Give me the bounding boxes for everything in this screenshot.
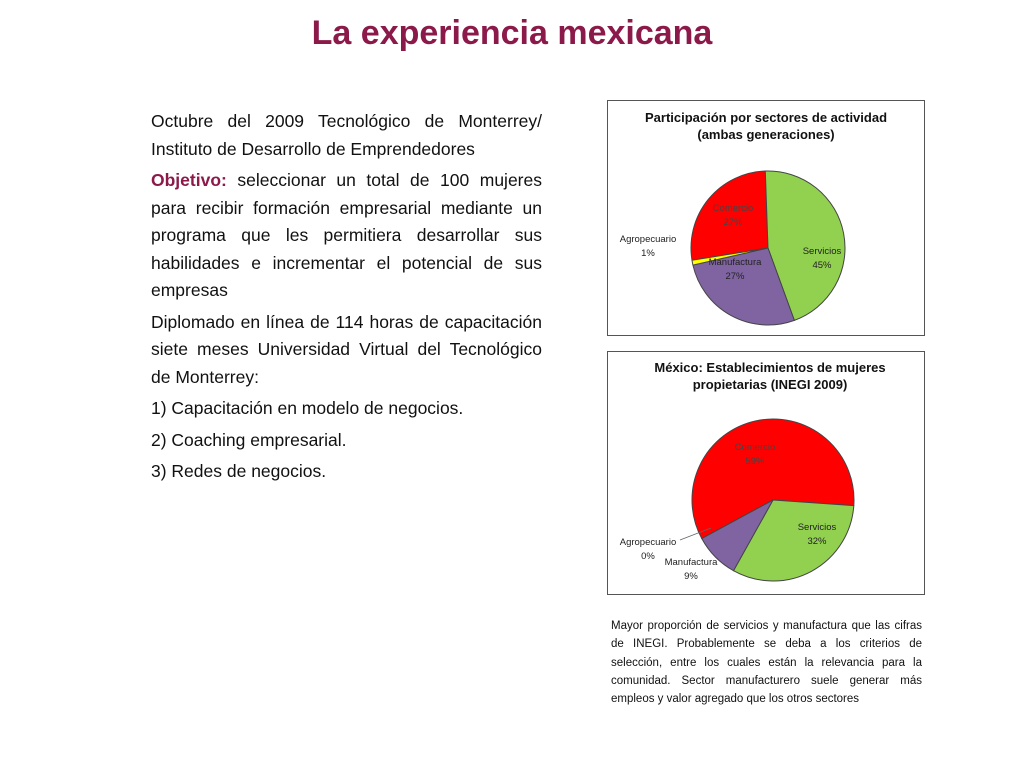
slice-value-agropecuario: 1% [641, 248, 655, 259]
intro-paragraph: Octubre del 2009 Tecnológico de Monterrey/ Instituto de Desarrollo de Emprendedores [151, 111, 542, 159]
slice-name-manufactura: Manufactura [664, 557, 718, 568]
slice-value-comercio: 59% [745, 456, 765, 467]
slice-value-servicios: 32% [807, 536, 827, 547]
slice-value-servicios: 45% [812, 260, 832, 271]
list-item: 3) Redes de negocios. [151, 461, 327, 481]
slice-name-servicios: Servicios [797, 522, 837, 533]
slice-name-servicios: Servicios [802, 246, 842, 257]
list-item: 1) Capacitación en modelo de negocios. [151, 398, 464, 418]
pie-slice-comercio [691, 171, 768, 260]
objective-text: seleccionar un total de 100 mujeres para recibir formación empresarial mediante un programa que les permitiera desarrollar sus habilidades e incrementar el potencial de sus empresas [151, 170, 542, 300]
slice-value-manufactura: 9% [684, 571, 698, 582]
chart-title-line: México: Establecimientos de mujeres [654, 360, 886, 375]
chart-inegi-box [607, 351, 925, 595]
slice-name-comercio: Comercio [712, 203, 754, 214]
note-text: Mayor proporción de servicios y manufactura que las cifras de INEGI. Probablemente se deba a los criterios de selección, entre los cuales están la relevancia para la comunidad. Sector manufacturero suele generar más empleos y valor agregado que los otros sectores [611, 620, 922, 706]
slice-name-agropecuario: Agropecuario [619, 234, 677, 245]
pie-chart-inegi [608, 352, 924, 594]
slice-value-comercio: 27% [723, 217, 743, 228]
slice-value-manufactura: 27% [725, 271, 745, 282]
objective-label: Objetivo: [151, 170, 227, 190]
diploma-paragraph: Diplomado en línea de 114 horas de capacitación siete meses Universidad Virtual del Tecnológico de Monterrey: [151, 311, 542, 387]
slice-name-comercio: Comercio [734, 442, 776, 453]
objective-paragraph [151, 167, 542, 305]
slide-title: La experiencia mexicana [311, 14, 713, 52]
slice-value-agropecuario: 0% [641, 551, 655, 562]
chart-title-line: (ambas generaciones) [697, 127, 835, 142]
slice-name-agropecuario: Agropecuario [619, 537, 677, 548]
chart-sectors-box [607, 100, 925, 336]
pie-chart-sectors [608, 101, 924, 335]
body-text [151, 108, 542, 490]
chart-title-line: Participación por sectores de actividad [644, 110, 888, 125]
list-item: 2) Coaching empresarial. [151, 429, 347, 450]
slice-name-manufactura: Manufactura [708, 257, 762, 268]
chart-title-line: propietarias (INEGI 2009) [692, 377, 848, 392]
